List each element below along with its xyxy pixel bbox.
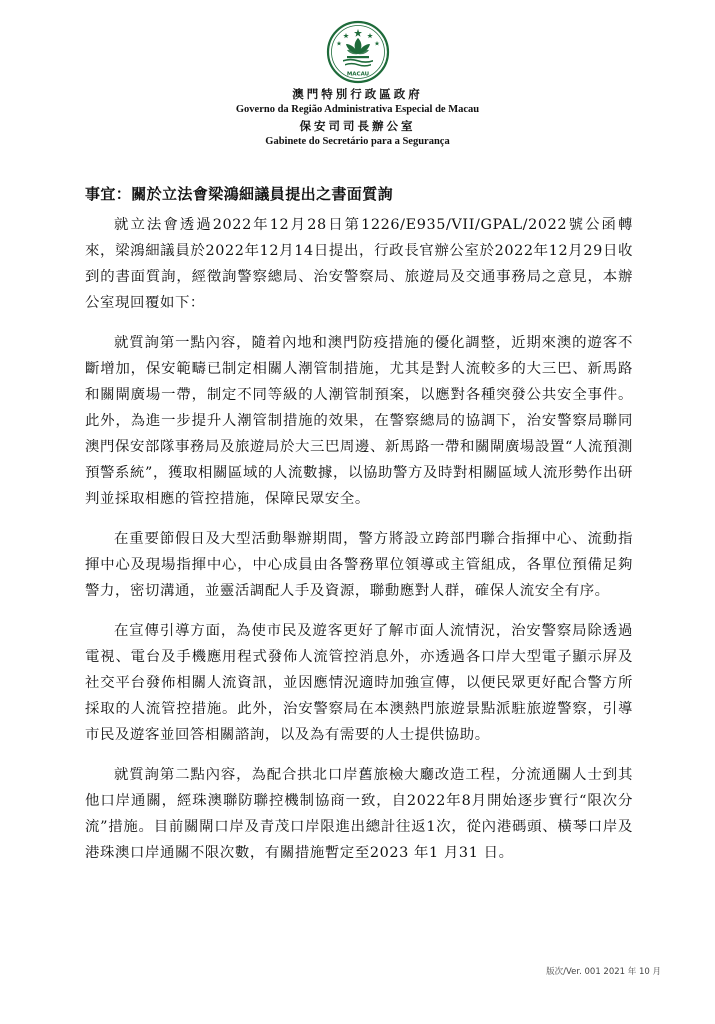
- paragraph-4: 在宣傳引導方面，為使市民及遊客更好了解市面人流情況，治安警察局除透過電視、電台及手機應用程式發佈人流管控消息外，亦透過各口岸大型電子顯示屏及社交平台發佈相關人流資訊，並因應情況適時加強宣傳，以便民眾更好配合警方所採取的人流管控措施。此外，治安警察局在本澳熱門旅遊景點派駐旅遊警察，引導市民及遊客並回答相關諮詢，以及為有需要的人士提供協助。: [85, 623, 633, 743]
- version-footer: 版次/Ver. 001 2021 年 10 月: [546, 967, 661, 977]
- paragraph-3: 在重要節假日及大型活動舉辦期間，警方將設立跨部門聯合指揮中心、流動指揮中心及現場指揮中心，中心成員由各警務單位領導或主管組成，各單位預備足夠警力，密切溝通，並靈活調配人手及資源，聯動應對人群，確保人流安全有序。: [85, 531, 633, 599]
- paragraph-1: 就立法會透過2022年12月28日第1226/E935/VII/GPAL/2022號公函轉來，梁鴻細議員於2022年12月14日提出，行政長官辦公室於2022年12月29日收到的書面質詢，經徵詢警察總局、治安警察局、旅遊局及交通事務局之意見，本辦公室現回覆如下：: [85, 217, 633, 311]
- office-name-pt: Gabinete do Secretário para a Segurança: [265, 136, 450, 147]
- office-name-zh: 保安司司長辦公室: [299, 119, 416, 133]
- paragraph-5: 就質詢第二點內容，為配合拱北口岸舊旅檢大廳改造工程，分流通關人士到其他口岸通關，經珠澳聯防聯控機制協商一致，自2022年8月開始逐步實行“限次分流”措施。目前關閘口岸及青茂口岸限進出總計往返1次，從內港碼頭、橫琴口岸及港珠澳口岸通關不限次數，有關措施暫定至2023 年1 月31 日。: [85, 767, 633, 861]
- macau-sar-emblem-icon: [326, 20, 390, 84]
- subject-heading: 事宜：關於立法會梁鴻細議員提出之書面質詢: [85, 185, 394, 203]
- government-name-zh: 澳門特別行政區政府: [292, 87, 423, 101]
- government-name-pt: Governo da Região Administrativa Especial de Macau: [235, 104, 480, 115]
- letterhead: [0, 20, 715, 150]
- document-body: [85, 212, 633, 880]
- paragraph-2: 就質詢第一點內容，隨着內地和澳門防疫措施的優化調整，近期來澳的遊客不斷增加，保安範疇已制定相關人潮管制措施，尤其是對人流較多的大三巴、新馬路和關閘廣場一帶，制定不同等級的人潮管制預案，以應對各種突發公共安全事件。此外，為進一步提升人潮管制措施的效果，在警察總局的協調下，治安警察局聯同澳門保安部隊事務局及旅遊局於大三巴周邊、新馬路一帶和關閘廣場設置“人流預測預警系統”，獲取相關區域的人流數據，以協助警方及時對相關區域人流形勢作出研判並採取相應的管控措施，保障民眾安全。: [85, 335, 633, 507]
- emblem-text: MACAU: [346, 71, 369, 78]
